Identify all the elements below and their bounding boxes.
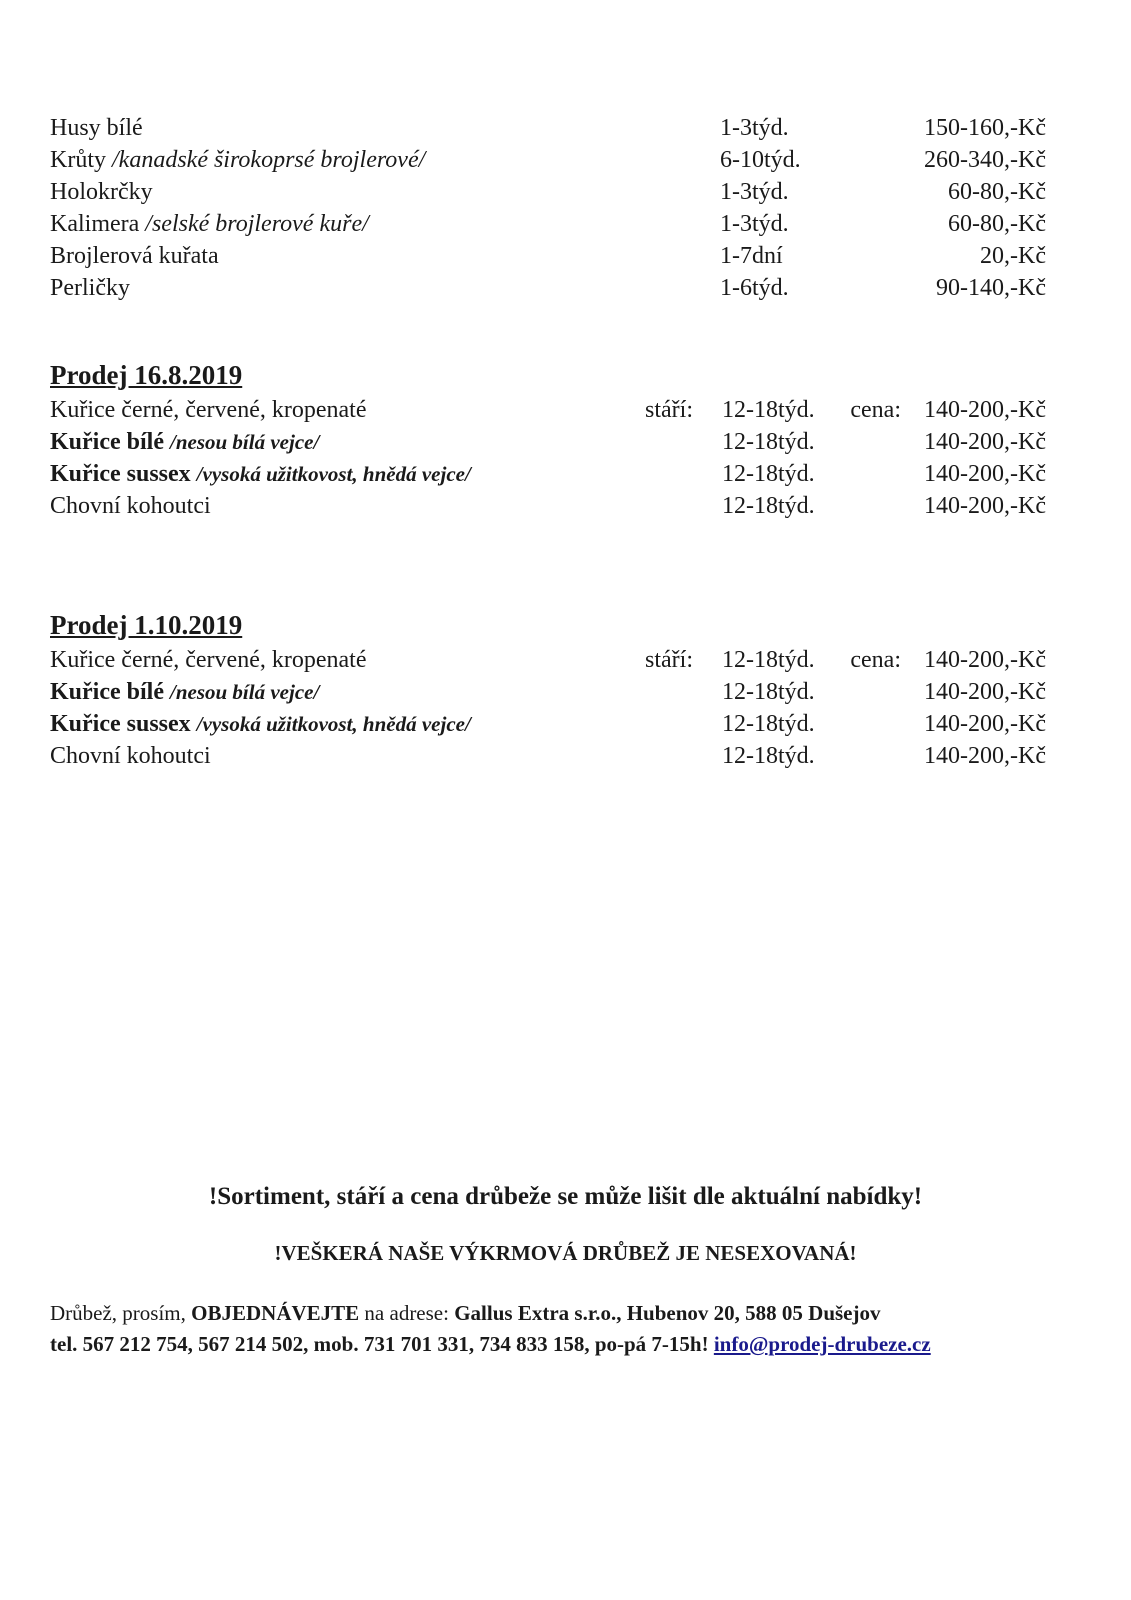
product-row — [0, 208, 1131, 240]
sale-item-price: 140-200,-Kč — [924, 743, 1046, 769]
sale-item-note: /nesou bílá vejce/ — [169, 430, 320, 454]
product-note: /selské brojlerové kuře/ — [145, 211, 369, 237]
sale-item-note: /vysoká užitkovost, hnědá vejce/ — [196, 712, 471, 736]
sale-item-age: 12-18týd. — [722, 429, 815, 455]
product-row — [0, 176, 1131, 208]
sale-item-price: 140-200,-Kč — [924, 647, 1046, 673]
sale-heading: Prodej 16.8.2019 — [50, 360, 243, 390]
sale-item-price: 140-200,-Kč — [924, 461, 1046, 487]
age-label: stáří: — [645, 647, 693, 673]
company-address: Gallus Extra s.r.o., Hubenov 20, 588 05 Dušejov — [454, 1301, 881, 1325]
product-age: 1-3týd. — [720, 211, 789, 237]
assortment-notice: !Sortiment, stáří a cena drůbeže se může lišit dle aktuální nabídky! — [208, 1183, 923, 1210]
product-name: Holokrčky — [50, 179, 153, 205]
sale-item-age: 12-18týd. — [722, 711, 815, 737]
product-name: Kalimera — [50, 211, 140, 237]
sale-item-name: Kuřice černé, červené, kropenaté — [50, 397, 367, 423]
product-name: Husy bílé — [50, 115, 143, 141]
sale-item-age: 12-18týd. — [722, 647, 815, 673]
sale-item-note: /nesou bílá vejce/ — [169, 680, 320, 704]
sale-item-age: 12-18týd. — [722, 679, 815, 705]
product-row — [0, 272, 1131, 304]
sale-row — [0, 644, 1131, 676]
phone-numbers: tel. 567 212 754, 567 214 502, mob. 731 701 331, 734 833 158, po-pá 7-15h! — [50, 1332, 709, 1356]
sale-row — [0, 740, 1131, 772]
sale-row — [0, 708, 1131, 740]
sale-row — [0, 490, 1131, 522]
unsexed-notice: !VEŠKERÁ NAŠE VÝKRMOVÁ DRŮBEŽ JE NESEXOVANÁ! — [274, 1241, 857, 1265]
product-age: 1-3týd. — [720, 115, 789, 141]
email-link[interactable]: info@prodej-drubeze.cz — [713, 1332, 931, 1356]
product-row — [0, 144, 1131, 176]
order-intro: Drůbež, prosím, — [50, 1301, 186, 1325]
sale-row — [0, 458, 1131, 490]
sale-item-age: 12-18týd. — [722, 461, 815, 487]
sale-item-price: 140-200,-Kč — [924, 679, 1046, 705]
price-label: cena: — [850, 397, 901, 423]
sale-item-name: Kuřice bílé — [50, 429, 164, 455]
product-name: Krůty — [50, 147, 106, 173]
order-address-line — [50, 1298, 880, 1328]
sale-item-age: 12-18týd. — [722, 493, 815, 519]
order-keyword: OBJEDNÁVEJTE — [191, 1301, 360, 1325]
product-name: Perličky — [50, 275, 130, 301]
price-label: cena: — [850, 647, 901, 673]
sale-item-price: 140-200,-Kč — [924, 711, 1046, 737]
product-age: 1-7dní — [720, 243, 783, 269]
sale-row — [0, 394, 1131, 426]
sale-item-note: /vysoká užitkovost, hnědá vejce/ — [196, 462, 471, 486]
sale-item-age: 12-18týd. — [722, 743, 815, 769]
sale-row — [0, 426, 1131, 458]
sale-heading: Prodej 1.10.2019 — [50, 610, 243, 640]
product-row — [0, 112, 1131, 144]
sale-item-name: Chovní kohoutci — [50, 743, 211, 769]
product-note: /kanadské širokoprsé brojlerové/ — [112, 147, 426, 173]
product-price: 150-160,-Kč — [924, 115, 1046, 141]
product-row — [0, 240, 1131, 272]
sale-item-name: Kuřice sussex — [50, 711, 191, 737]
product-price: 60-80,-Kč — [948, 211, 1046, 237]
product-age: 6-10týd. — [720, 147, 801, 173]
sale-item-price: 140-200,-Kč — [924, 493, 1046, 519]
product-price: 260-340,-Kč — [924, 147, 1046, 173]
product-price: 20,-Kč — [980, 243, 1046, 269]
sale-item-price: 140-200,-Kč — [924, 397, 1046, 423]
product-age: 1-6týd. — [720, 275, 789, 301]
sale-item-name: Kuřice bílé — [50, 679, 164, 705]
product-name: Brojlerová kuřata — [50, 243, 219, 269]
product-price: 90-140,-Kč — [936, 275, 1046, 301]
sale-item-name: Kuřice sussex — [50, 461, 191, 487]
sale-item-name: Chovní kohoutci — [50, 493, 211, 519]
age-label: stáří: — [645, 397, 693, 423]
sale-item-name: Kuřice černé, červené, kropenaté — [50, 647, 367, 673]
product-age: 1-3týd. — [720, 179, 789, 205]
contact-phones-line — [50, 1329, 931, 1359]
sale-row — [0, 676, 1131, 708]
sale-item-price: 140-200,-Kč — [924, 429, 1046, 455]
sale-item-age: 12-18týd. — [722, 397, 815, 423]
order-at: na adrese: — [364, 1301, 449, 1325]
product-price: 60-80,-Kč — [948, 179, 1046, 205]
